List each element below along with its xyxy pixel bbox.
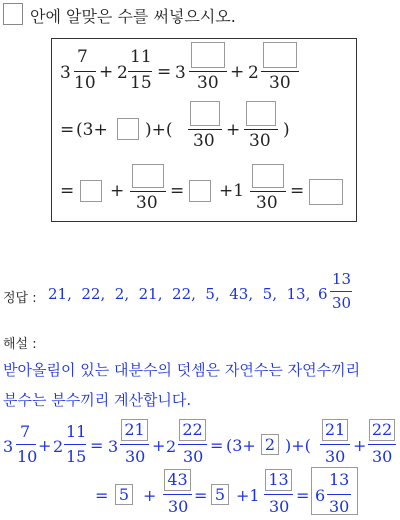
blank-box-6[interactable] — [80, 180, 102, 202]
answer-checkbox[interactable] — [3, 3, 23, 25]
answer-values: 21, 22, 2, 21, 22, 5, 43, 5, 13, — [48, 285, 311, 303]
explanation-text-1: 받아올림이 있는 대분수의 덧셈은 자연수는 자연수끼리 — [3, 361, 361, 379]
blank-box-9[interactable] — [252, 164, 284, 188]
explanation-label: 해설 : — [3, 337, 37, 352]
blank-box-4[interactable] — [190, 101, 220, 126]
blank-box-5[interactable] — [246, 101, 276, 126]
blank-box-7[interactable] — [132, 164, 164, 188]
instruction-text: 안에 알맞은 수를 써넣으시오. — [30, 7, 236, 26]
answer-label: 정답 : — [3, 291, 37, 306]
explanation-text-2: 분수는 분수끼리 계산합니다. — [3, 391, 192, 409]
blank-box-10[interactable] — [309, 179, 343, 205]
blank-box-3[interactable] — [117, 118, 139, 140]
blank-box-8[interactable] — [189, 180, 211, 202]
blank-box-1[interactable] — [191, 42, 225, 68]
blank-box-2[interactable] — [263, 42, 297, 68]
